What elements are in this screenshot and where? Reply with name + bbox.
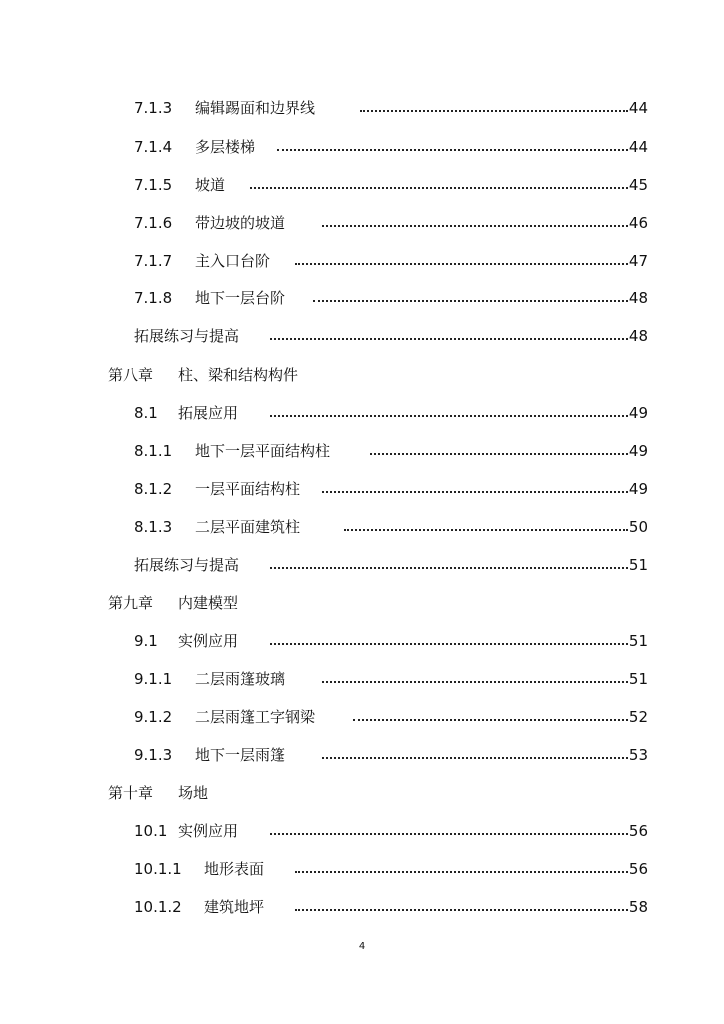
toc-entry[interactable] — [0, 553, 724, 577]
toc-entry[interactable] — [0, 324, 724, 348]
toc-entry-number: 9.1.1 — [134, 670, 173, 688]
toc-entry-page: 49 — [628, 404, 648, 422]
toc-entry-page: 52 — [628, 708, 648, 726]
toc-dot-leader — [270, 415, 628, 417]
toc-dot-leader — [344, 529, 628, 531]
page-number: 4 — [358, 941, 366, 952]
toc-entry[interactable] — [0, 857, 724, 881]
toc-chapter-number: 第十章 — [108, 784, 154, 802]
toc-entry[interactable] — [0, 286, 724, 310]
toc-entry-number: 7.1.5 — [134, 176, 173, 194]
toc-chapter-number: 第九章 — [108, 594, 154, 612]
toc-entry-title: 一层平面结构柱 — [195, 480, 301, 498]
toc-entry[interactable] — [0, 629, 724, 653]
toc-dot-leader — [353, 719, 628, 721]
toc-entry-number: 8.1 — [134, 404, 158, 422]
toc-entry[interactable] — [0, 743, 724, 767]
toc-entry-number: 9.1.2 — [134, 708, 173, 726]
toc-entry-title: 地下一层台阶 — [195, 289, 286, 307]
toc-entry-page: 53 — [628, 746, 648, 764]
toc-dot-leader — [295, 263, 628, 265]
toc-entry[interactable] — [0, 211, 724, 235]
toc-entry-number: 9.1 — [134, 632, 158, 650]
toc-entry[interactable] — [0, 249, 724, 273]
toc-entry[interactable] — [0, 515, 724, 539]
toc-entry-page: 51 — [628, 556, 648, 574]
toc-dot-leader — [370, 453, 628, 455]
toc-entry-page: 49 — [628, 442, 648, 460]
toc-entry-title: 拓展应用 — [178, 404, 239, 422]
toc-entry-page: 56 — [628, 860, 648, 878]
toc-entry-page: 44 — [628, 99, 648, 117]
toc-chapter-title: 场地 — [178, 784, 209, 802]
toc-entry-title: 建筑地坪 — [204, 898, 265, 916]
toc-chapter-title: 内建模型 — [178, 594, 239, 612]
toc-dot-leader — [295, 909, 628, 911]
toc-entry-title: 多层楼梯 — [195, 138, 256, 156]
toc-entry-page: 48 — [628, 327, 648, 345]
toc-entry[interactable] — [0, 401, 724, 425]
toc-dot-leader — [250, 187, 628, 189]
toc-entry-page: 50 — [628, 518, 648, 536]
toc-dot-leader — [270, 338, 628, 340]
toc-chapter[interactable] — [0, 781, 724, 805]
toc-entry-number: 7.1.6 — [134, 214, 173, 232]
toc-chapter-title: 柱、梁和结构构件 — [178, 366, 299, 384]
toc-dot-leader — [322, 491, 628, 493]
toc-dot-leader — [270, 643, 628, 645]
toc-entry-page: 45 — [628, 176, 648, 194]
toc-dot-leader — [277, 149, 628, 151]
toc-entry-number: 10.1 — [134, 822, 168, 840]
toc-entry[interactable] — [0, 895, 724, 919]
toc-entry-title: 坡道 — [195, 176, 226, 194]
toc-entry-page: 56 — [628, 822, 648, 840]
toc-dot-leader — [322, 681, 628, 683]
toc-entry-title: 实例应用 — [178, 822, 239, 840]
toc-entry-page: 47 — [628, 252, 648, 270]
toc-chapter-number: 第八章 — [108, 366, 154, 384]
toc-entry[interactable] — [0, 96, 724, 120]
toc-entry[interactable] — [0, 135, 724, 159]
toc-entry-title: 拓展练习与提高 — [134, 327, 240, 345]
toc-entry-title: 二层平面建筑柱 — [195, 518, 301, 536]
toc-dot-leader — [322, 225, 628, 227]
toc-entry-page: 49 — [628, 480, 648, 498]
toc-entry-title: 地下一层平面结构柱 — [195, 442, 331, 460]
toc-entry-title: 地下一层雨篷 — [195, 746, 286, 764]
toc-dot-leader — [295, 871, 628, 873]
toc-entry-page: 58 — [628, 898, 648, 916]
toc-entry-page: 46 — [628, 214, 648, 232]
toc-entry-number: 8.1.2 — [134, 480, 173, 498]
toc-entry-title: 二层雨篷工字钢梁 — [195, 708, 316, 726]
toc-entry-title: 带边坡的坡道 — [195, 214, 286, 232]
toc-entry[interactable] — [0, 819, 724, 843]
toc-entry-number: 10.1.1 — [134, 860, 182, 878]
toc-entry-title: 实例应用 — [178, 632, 239, 650]
toc-entry-number: 10.1.2 — [134, 898, 182, 916]
toc-entry-page: 44 — [628, 138, 648, 156]
toc-entry[interactable] — [0, 173, 724, 197]
toc-entry-title: 主入口台阶 — [195, 252, 271, 270]
toc-entry-title: 二层雨篷玻璃 — [195, 670, 286, 688]
toc-dot-leader — [322, 757, 628, 759]
toc-entry-number: 7.1.7 — [134, 252, 173, 270]
toc-entry-number: 8.1.1 — [134, 442, 173, 460]
toc-entry[interactable] — [0, 439, 724, 463]
toc-entry-number: 8.1.3 — [134, 518, 173, 536]
toc-entry[interactable] — [0, 705, 724, 729]
toc-entry-number: 7.1.8 — [134, 289, 173, 307]
toc-dot-leader — [313, 300, 628, 302]
toc-entry-title: 拓展练习与提高 — [134, 556, 240, 574]
toc-entry-number: 7.1.4 — [134, 138, 173, 156]
toc-entry-number: 9.1.3 — [134, 746, 173, 764]
toc-entry-page: 51 — [628, 670, 648, 688]
toc-dot-leader — [360, 110, 628, 112]
toc-entry[interactable] — [0, 667, 724, 691]
toc-entry-page: 51 — [628, 632, 648, 650]
toc-entry-number: 7.1.3 — [134, 99, 173, 117]
toc-entry-title: 地形表面 — [204, 860, 265, 878]
toc-dot-leader — [270, 567, 628, 569]
toc-chapter[interactable] — [0, 591, 724, 615]
toc-dot-leader — [270, 833, 628, 835]
toc-entry-title: 编辑踢面和边界线 — [195, 99, 316, 117]
toc-entry-page: 48 — [628, 289, 648, 307]
toc-chapter[interactable] — [0, 363, 724, 387]
toc-entry[interactable] — [0, 477, 724, 501]
